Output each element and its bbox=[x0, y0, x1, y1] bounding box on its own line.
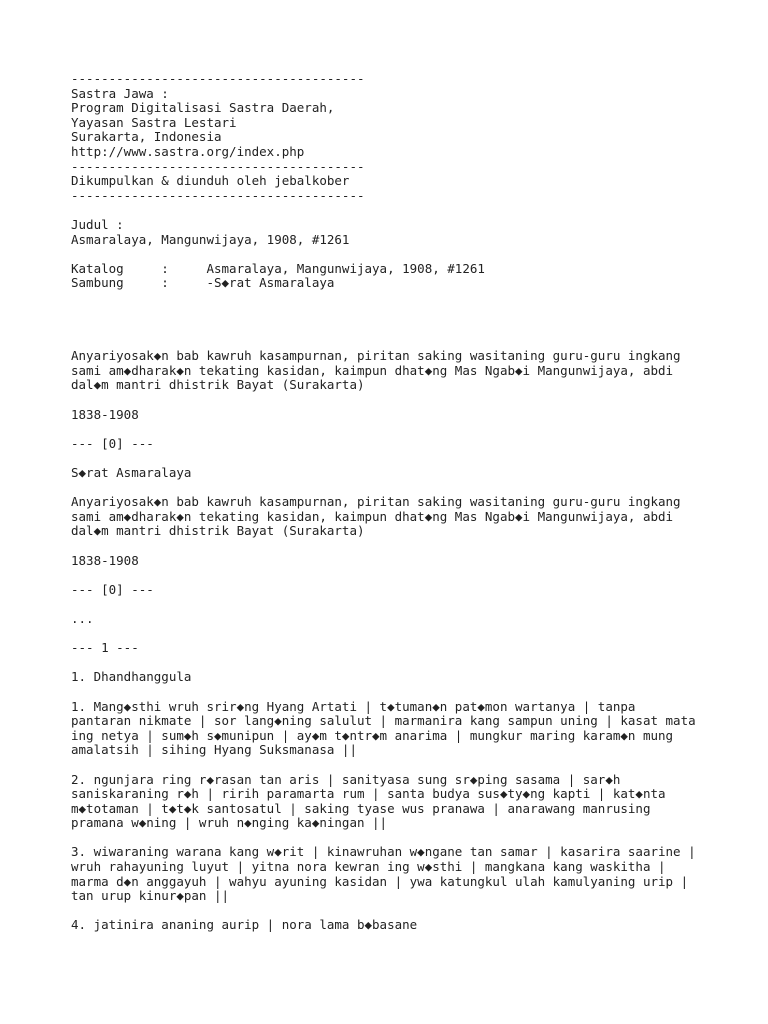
text-line: 1. Dhandhanggula bbox=[71, 669, 192, 685]
text-line: 2. ngunjara ring r◆rasan tan aris | sanityasa sung sr◆ping sasama | sar◆h bbox=[71, 771, 621, 787]
text-line: wruh rahayuning luyut | yitna nora kewran ing w◆sthi | mangkana kang waskitha | bbox=[71, 859, 666, 875]
text-line: Asmaralaya, Mangunwijaya, 1908, #1261 bbox=[71, 231, 350, 247]
text-line: Judul : bbox=[71, 216, 124, 232]
text-line: m◆totaman | t◆t◆k santosatul | saking tyase wus pranawa | anarawang manrusing bbox=[71, 800, 651, 816]
text-line: 1838-1908 bbox=[71, 406, 139, 422]
text-line: dal◆m mantri dhistrik Bayat (Surakarta) bbox=[71, 523, 365, 539]
text-line: Yayasan Sastra Lestari bbox=[71, 114, 237, 130]
text-line bbox=[71, 247, 731, 262]
text-line: sami am◆dharak◆n tekating kasidan, kaimpun dhat◆ng Mas Ngab◆i Mangunwijaya, abdi bbox=[71, 362, 674, 378]
text-line: saniskaraning r◆h | ririh paramarta rum | santa budya sus◆ty◆ng kapti | kat◆nta bbox=[71, 786, 666, 802]
text-line: 1. Mang◆sthi wruh srir◆ng Hyang Artati | t◆tuman◆n pat◆mon wartanya | tanpa bbox=[71, 698, 636, 714]
text-line: 4. jatinira ananing aurip | nora lama b◆basane bbox=[71, 917, 418, 933]
text-line: marma d◆n anggayuh | wahyu ayuning kasidan | ywa katungkul ulah kamulyaning urip | bbox=[71, 873, 689, 889]
text-line bbox=[71, 627, 731, 642]
text-line bbox=[71, 422, 731, 437]
text-line: 3. wiwaraning warana kang w◆rit | kinawruhan w◆ngane tan samar | kasarira saarine | bbox=[71, 844, 696, 860]
text-line: --- 1 --- bbox=[71, 640, 139, 656]
text-line bbox=[71, 451, 731, 466]
text-line: Katalog : Asmaralaya, Mangunwijaya, 1908, #1261 bbox=[71, 260, 485, 276]
text-line bbox=[71, 831, 731, 846]
text-line bbox=[71, 481, 731, 496]
text-line: Sastra Jawa : bbox=[71, 85, 169, 101]
text-line bbox=[71, 306, 731, 321]
text-line: --- [0] --- bbox=[71, 581, 154, 597]
text-line: ... bbox=[71, 610, 94, 626]
text-line bbox=[71, 203, 731, 218]
text-line: pramana w◆ning | wruh n◆nging ka◆ningan || bbox=[71, 815, 388, 831]
text-line: tan urup kinur◆pan || bbox=[71, 888, 230, 904]
text-line: amalatsih | sihing Hyang Suksmanasa || bbox=[71, 742, 357, 758]
text-line: --------------------------------------- bbox=[71, 71, 365, 86]
text-line: Sambung : -S◆rat Asmaralaya bbox=[71, 275, 335, 291]
text-line: --------------------------------------- bbox=[71, 158, 365, 174]
text-line: sami am◆dharak◆n tekating kasidan, kaimpun dhat◆ng Mas Ngab◆i Mangunwijaya, abdi bbox=[71, 508, 674, 524]
text-line: Surakarta, Indonesia bbox=[71, 129, 222, 145]
text-line: 1838-1908 bbox=[71, 552, 139, 568]
text-line: http://www.sastra.org/index.php bbox=[71, 143, 305, 159]
text-line: pantaran nikmate | sor lang◆ning salulut | marmanira kang sampun uning | kasat mata bbox=[71, 713, 696, 729]
text-line bbox=[71, 597, 731, 612]
text-line bbox=[71, 685, 731, 700]
text-line bbox=[71, 393, 731, 408]
text-line bbox=[71, 568, 731, 583]
text-line bbox=[71, 539, 731, 554]
text-line: Dikumpulkan & diunduh oleh jebalkober bbox=[71, 173, 350, 189]
text-line bbox=[71, 320, 731, 335]
text-line bbox=[71, 656, 731, 671]
text-line bbox=[71, 904, 731, 919]
text-line: Anyariyosak◆n bab kawruh kasampurnan, piritan saking wasitaning guru-guru ingkang bbox=[71, 348, 681, 364]
text-line bbox=[71, 291, 731, 306]
text-line: --------------------------------------- bbox=[71, 187, 365, 203]
text-line: dal◆m mantri dhistrik Bayat (Surakarta) bbox=[71, 377, 365, 393]
text-line bbox=[71, 758, 731, 773]
text-line bbox=[71, 335, 731, 350]
text-line: Program Digitalisasi Sastra Daerah, bbox=[71, 100, 335, 116]
document-text bbox=[71, 72, 731, 933]
text-line: S◆rat Asmaralaya bbox=[71, 465, 192, 481]
text-line: ing netya | sum◆h s◆munipun | ay◆m t◆ntr◆m anarima | mungkur maring karam◆n mung bbox=[71, 727, 674, 743]
text-line: Anyariyosak◆n bab kawruh kasampurnan, piritan saking wasitaning guru-guru ingkang bbox=[71, 494, 681, 510]
text-line: --- [0] --- bbox=[71, 435, 154, 451]
